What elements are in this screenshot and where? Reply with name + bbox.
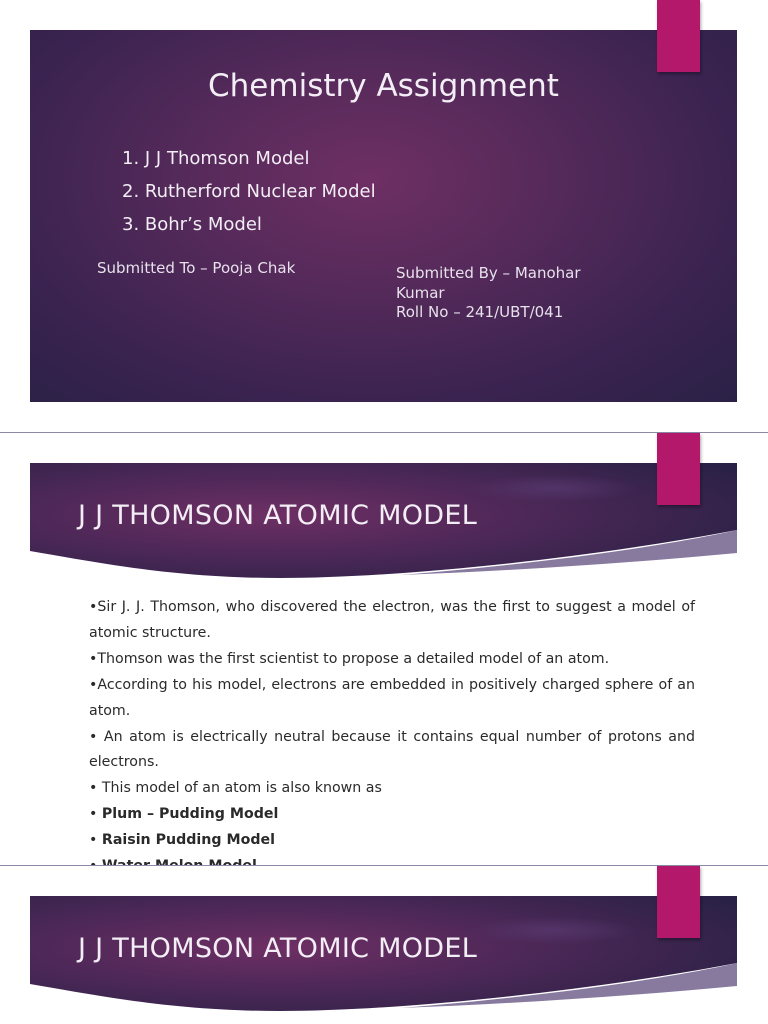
topic-list (122, 146, 376, 245)
submitted-by-line: Submitted By – Manohar (396, 264, 581, 282)
slide-2 (0, 433, 768, 865)
slide-3 (0, 866, 768, 1024)
bullet-text: • This model of an atom is also known as (89, 780, 382, 797)
bullet-text: • An atom is electrically neutral because it contains equal number of protons and electrons. (89, 728, 695, 771)
bullet-text: •According to his model, electrons are embedded in positively charged sphere of an atom. (89, 676, 695, 719)
slide-title: Chemistry Assignment (208, 68, 559, 104)
accent-tab (657, 433, 700, 505)
accent-tab (657, 0, 700, 72)
model-name-item: • Raisin Pudding Model (89, 832, 275, 849)
bullet-text: •Thomson was the first scientist to propose a detailed model of an atom. (89, 650, 610, 667)
model-name: Plum – Pudding Model (101, 806, 279, 823)
slide-title: J J THOMSON ATOMIC MODEL (78, 933, 478, 964)
model-name-item: • Plum – Pudding Model (89, 806, 279, 823)
topic-item: 3. Bohr’s Model (122, 214, 262, 235)
topic-item: 1. J J Thomson Model (122, 148, 310, 169)
slide-body (89, 595, 695, 880)
accent-tab (657, 866, 700, 938)
slide-1 (0, 0, 768, 432)
roll-number: Roll No – 241/UBT/041 (396, 303, 564, 321)
submitted-to: Submitted To – Pooja Chak (97, 259, 296, 277)
topic-item: 2. Rutherford Nuclear Model (122, 181, 376, 202)
model-name: Raisin Pudding Model (101, 832, 275, 849)
submitted-by (396, 264, 616, 323)
slide-title: J J THOMSON ATOMIC MODEL (78, 500, 478, 531)
bullet-text: •Sir J. J. Thomson, who discovered the electron, was the first to suggest a model of atomic structure. (89, 599, 695, 641)
submitted-by-line: Kumar (396, 283, 445, 302)
